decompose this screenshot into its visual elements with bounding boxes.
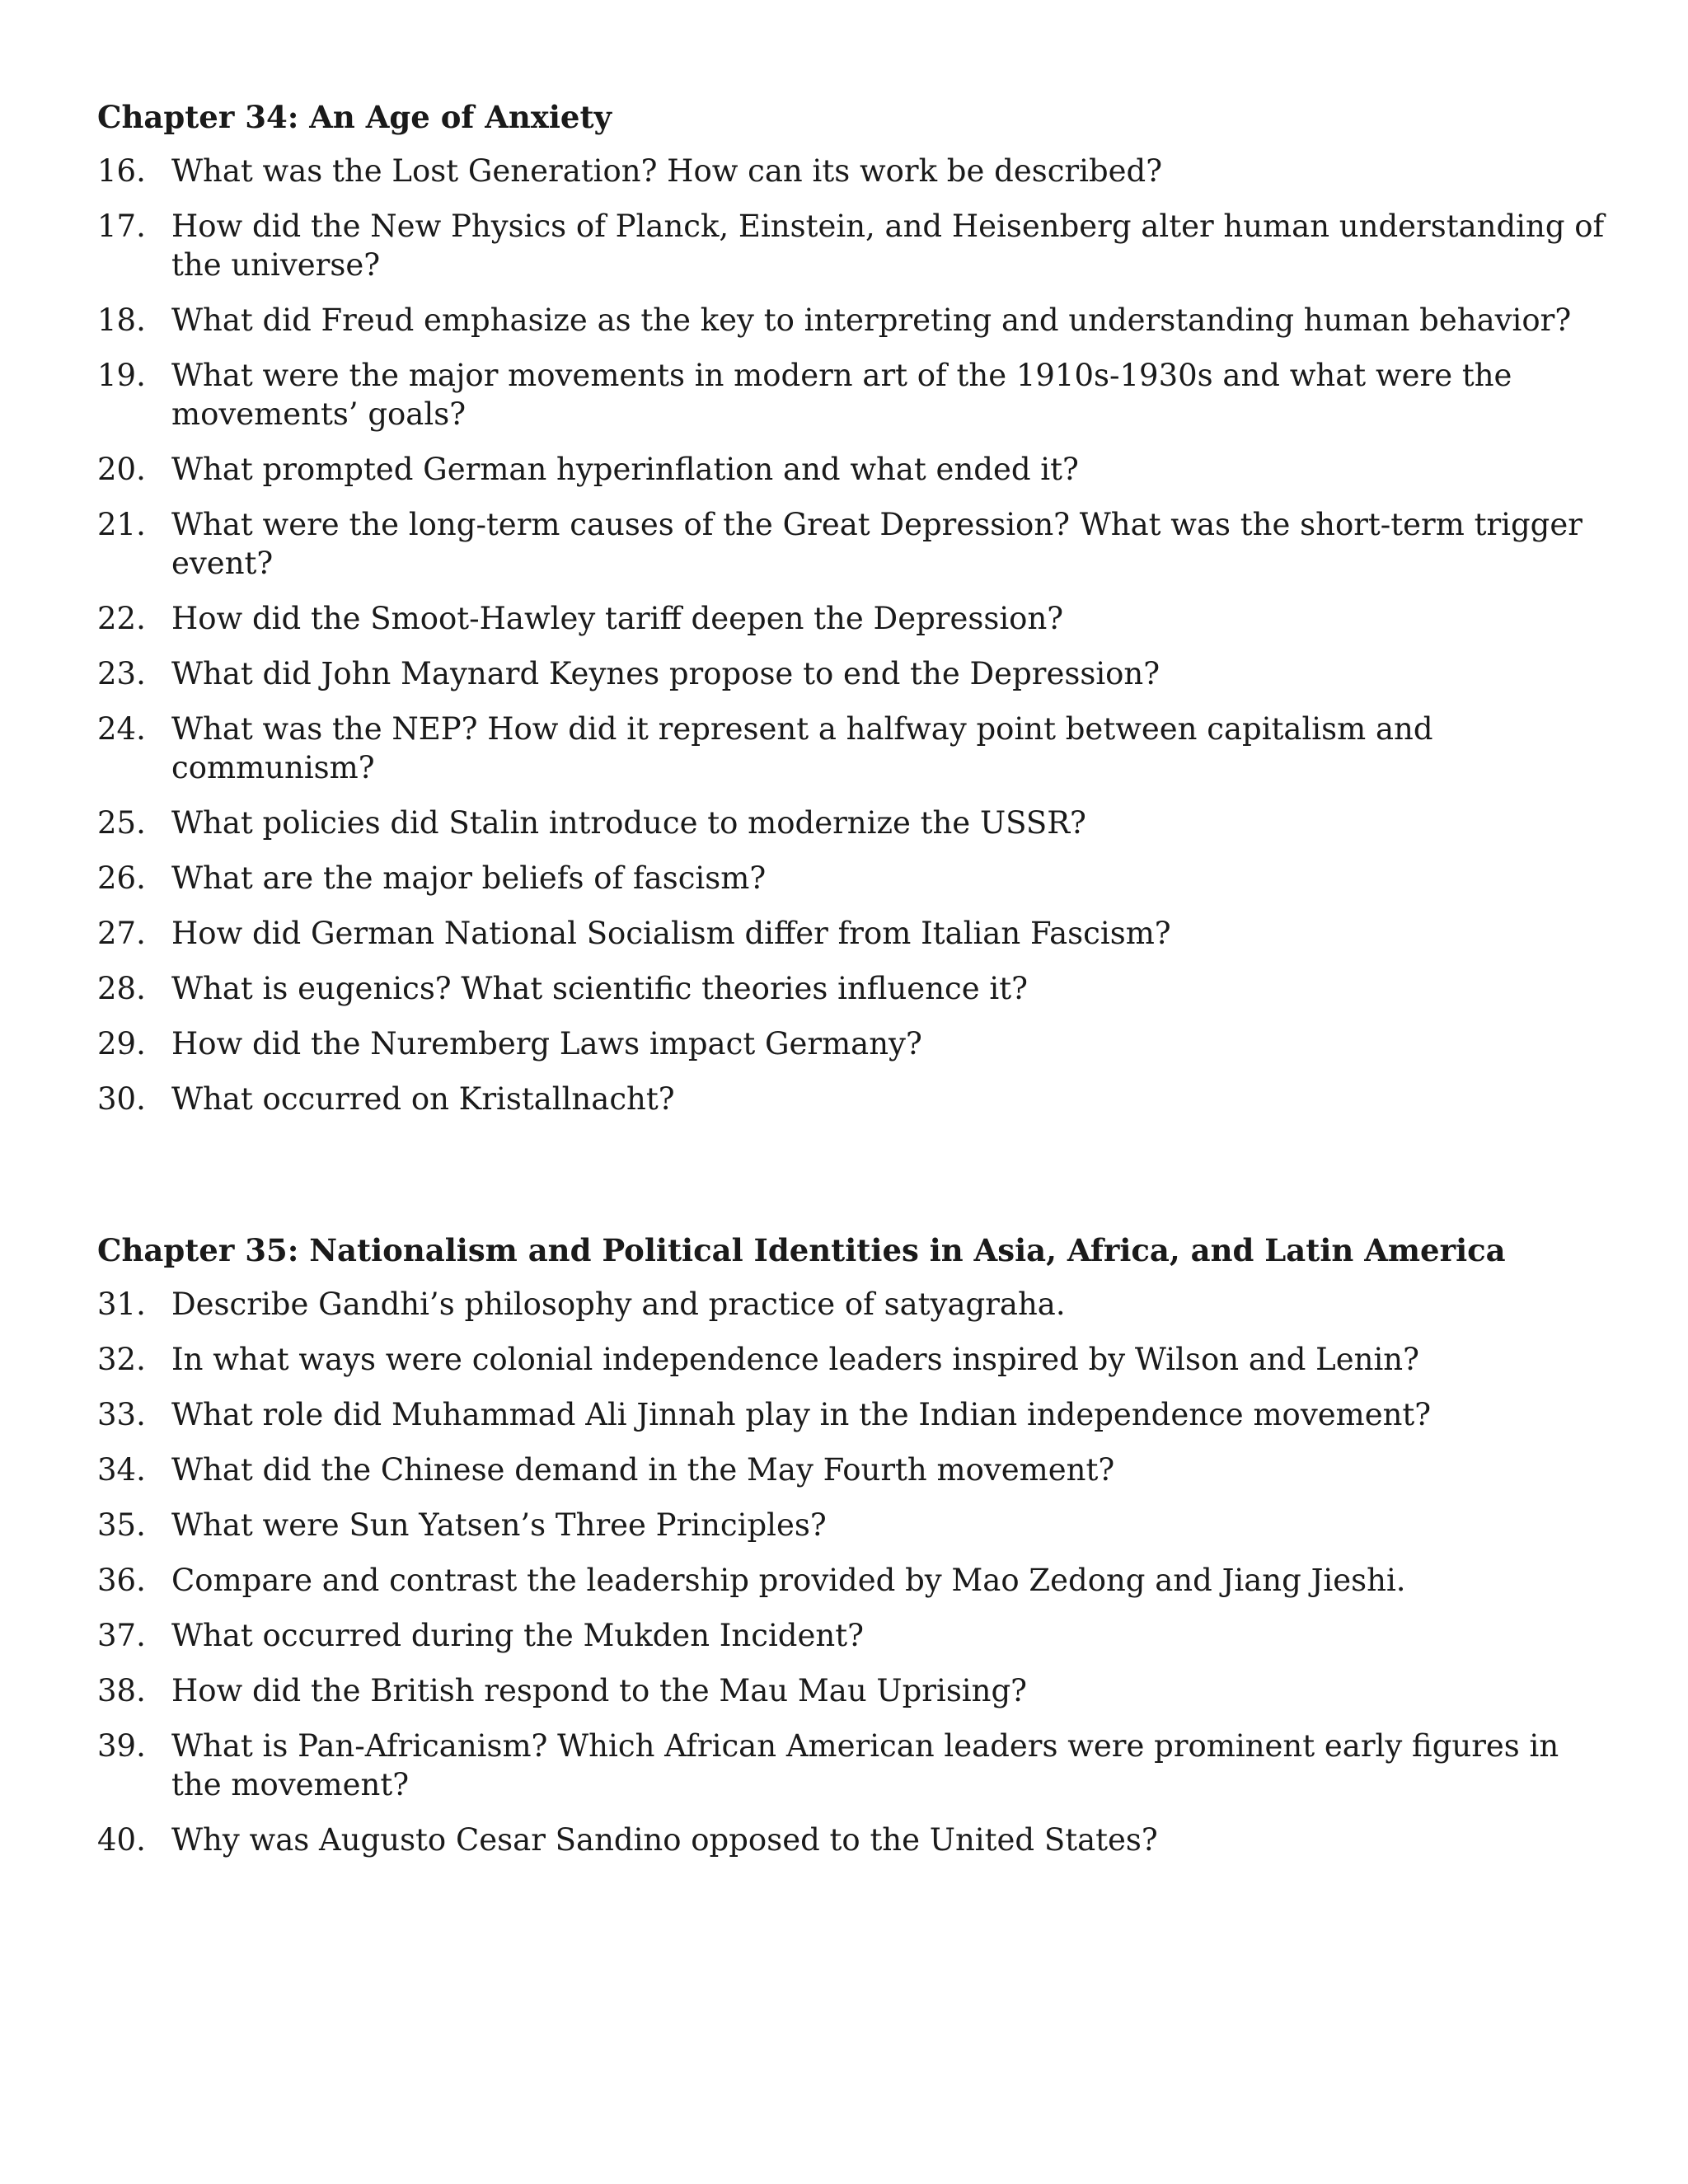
question-number: 33. [97, 1397, 146, 1432]
question-item [97, 1080, 1606, 1118]
question-text: What did John Maynard Keynes propose to end the Depression? [171, 656, 1160, 691]
question-text: What occurred on Kristallnacht? [171, 1081, 675, 1117]
question-item [97, 505, 1606, 583]
question-list [97, 1285, 1606, 1859]
question-number: 22. [97, 601, 146, 636]
question-text: Why was Augusto Cesar Sandino opposed to the United States? [171, 1822, 1158, 1858]
question-item [97, 301, 1606, 340]
question-item [97, 1671, 1606, 1710]
question-number: 31. [97, 1286, 146, 1322]
question-item [97, 1451, 1606, 1489]
question-item [97, 969, 1606, 1008]
chapter-heading: Chapter 35: Nationalism and Political Identities in Asia, Africa, and Latin America [97, 1232, 1506, 1268]
question-number: 32. [97, 1342, 146, 1377]
question-text: What were the long-term causes of the Great Depression? What was the short-term trigger event? [171, 507, 1582, 581]
question-text: How did German National Socialism differ from Italian Fascism? [171, 916, 1171, 951]
question-number: 26. [97, 860, 146, 896]
question-number: 17. [97, 209, 146, 244]
question-number: 18. [97, 302, 146, 338]
question-number: 21. [97, 507, 146, 542]
chapter-35-section [97, 1230, 1606, 1876]
question-item [97, 1340, 1606, 1379]
question-number: 19. [97, 358, 146, 393]
question-text: What were Sun Yatsen’s Three Principles? [171, 1507, 827, 1543]
question-text: In what ways were colonial independence leaders inspired by Wilson and Lenin? [171, 1342, 1419, 1377]
question-text: What is eugenics? What scientific theories influence it? [171, 971, 1028, 1006]
question-item [97, 207, 1606, 284]
question-item [97, 1727, 1606, 1804]
question-text: What was the Lost Generation? How can its work be described? [171, 153, 1163, 189]
question-text: What role did Muhammad Ali Jinnah play in the Indian independence movement? [171, 1397, 1432, 1432]
question-text: Compare and contrast the leadership provided by Mao Zedong and Jiang Jieshi. [171, 1563, 1406, 1598]
question-item [97, 356, 1606, 434]
question-item [97, 152, 1606, 190]
question-number: 39. [97, 1728, 146, 1764]
question-text: What occurred during the Mukden Incident? [171, 1618, 864, 1653]
question-item [97, 1616, 1606, 1655]
question-item [97, 1561, 1606, 1600]
question-text: What did Freud emphasize as the key to interpreting and understanding human behavior? [171, 302, 1572, 338]
question-text: How did the British respond to the Mau Mau Uprising? [171, 1673, 1027, 1708]
question-text: What prompted German hyperinflation and what ended it? [171, 452, 1079, 487]
question-item [97, 804, 1606, 842]
question-item [97, 1821, 1606, 1859]
question-number: 40. [97, 1822, 146, 1858]
question-item [97, 599, 1606, 638]
question-number: 25. [97, 805, 146, 841]
question-number: 24. [97, 711, 146, 747]
question-text: What policies did Stalin introduce to modernize the USSR? [171, 805, 1086, 841]
question-item [97, 654, 1606, 693]
question-text: What were the major movements in modern art of the 1910s-1930s and what were the movements’ goals? [171, 358, 1512, 432]
question-number: 27. [97, 916, 146, 951]
question-text: What are the major beliefs of fascism? [171, 860, 767, 896]
question-number: 20. [97, 452, 146, 487]
question-number: 37. [97, 1618, 146, 1653]
chapter-34-section [97, 97, 1606, 1135]
question-number: 30. [97, 1081, 146, 1117]
question-text: How did the Smoot-Hawley tariff deepen the Depression? [171, 601, 1064, 636]
question-number: 35. [97, 1507, 146, 1543]
question-item [97, 1506, 1606, 1544]
question-number: 16. [97, 153, 146, 189]
question-item [97, 914, 1606, 953]
question-text: What was the NEP? How did it represent a halfway point between capitalism and communism? [171, 711, 1433, 785]
question-item [97, 859, 1606, 898]
question-number: 23. [97, 656, 146, 691]
question-text: What did the Chinese demand in the May Fourth movement? [171, 1452, 1115, 1488]
question-text: What is Pan-Africanism? Which African American leaders were prominent early figures in the movement? [171, 1728, 1559, 1802]
question-text: Describe Gandhi’s philosophy and practice of satyagraha. [171, 1286, 1066, 1322]
question-number: 38. [97, 1673, 146, 1708]
question-number: 36. [97, 1563, 146, 1598]
chapter-heading: Chapter 34: An Age of Anxiety [97, 99, 612, 135]
question-item [97, 450, 1606, 489]
question-list [97, 152, 1606, 1118]
question-number: 34. [97, 1452, 146, 1488]
question-item [97, 710, 1606, 787]
question-text: How did the New Physics of Planck, Einstein, and Heisenberg alter human understanding of the universe? [171, 209, 1605, 283]
question-item [97, 1395, 1606, 1434]
question-number: 29. [97, 1026, 146, 1062]
question-item [97, 1024, 1606, 1063]
question-number: 28. [97, 971, 146, 1006]
question-text: How did the Nuremberg Laws impact Germany? [171, 1026, 922, 1062]
question-item [97, 1285, 1606, 1324]
